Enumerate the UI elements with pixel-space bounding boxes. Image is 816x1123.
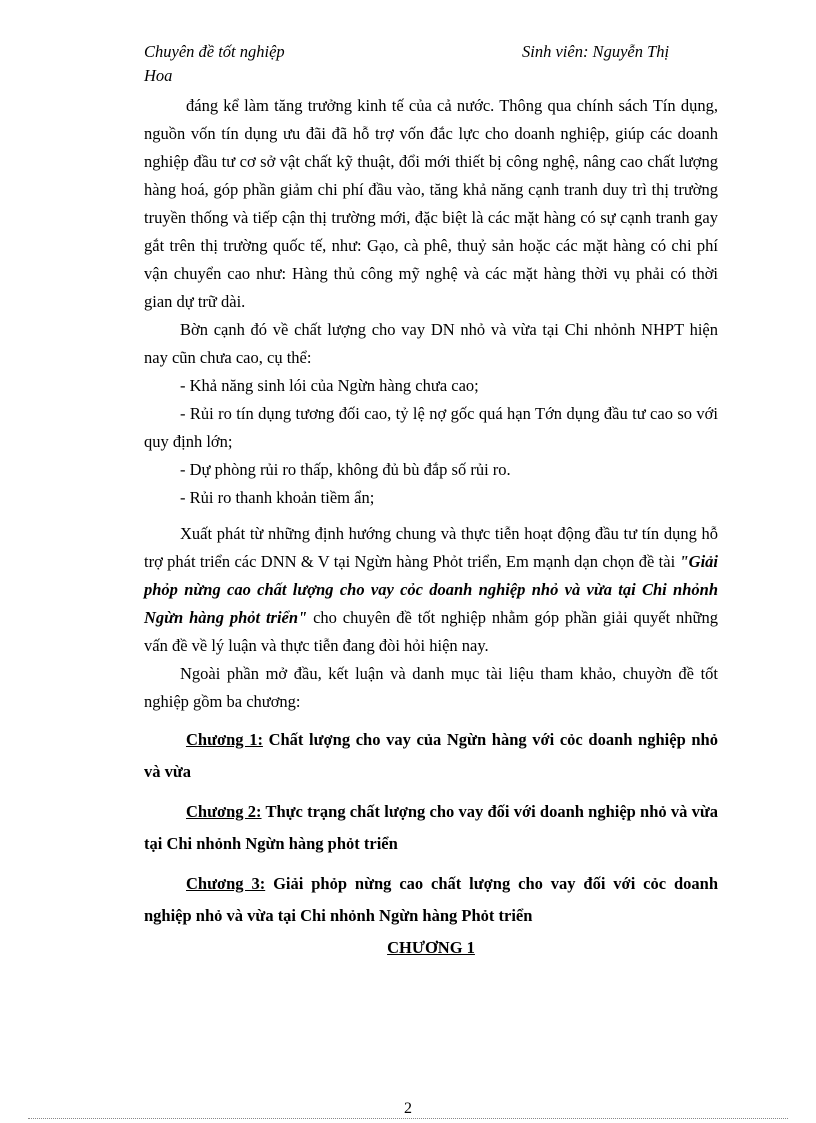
page-number: 2 <box>404 1100 412 1117</box>
chapter-heading: CHƯƠNG 1 <box>387 938 475 957</box>
chapter-entry-2 <box>144 796 718 860</box>
paragraph-structure: Ngoài phần mở đầu, kết luận và danh mục tài liệu tham khảo, chuyờn đề tốt nghiệp gồm ba chương: <box>144 664 718 711</box>
paragraph-topic <box>144 520 718 660</box>
footer-divider <box>28 1118 788 1119</box>
chapter-entry-1 <box>144 724 718 788</box>
chapter-title: Giải phỏp nừng cao chất lượng cho vay đối với cỏc doanh nghiệp nhỏ và vừa tại Chi nhỏnh Ngừn hàng Phỏt triển <box>144 874 718 925</box>
chapter-label: Chương 1: <box>186 730 263 749</box>
bullet-item: - Rủi ro tín dụng tương đối cao, tỷ lệ nợ gốc quá hạn Tớn dụng đầu tư cao so với quy định lớn; <box>144 404 718 451</box>
topic-lead-text: Xuất phát từ những định hướng chung và thực tiễn hoạt động đầu tư tín dụng hỗ trợ phát triển các DNN & V tại Ngừn hàng Phỏt triển, Em mạnh dạn chọn đề tài <box>144 524 718 571</box>
chapter-label: Chương 3: <box>186 874 266 893</box>
chapter-label: Chương 2: <box>186 802 262 821</box>
thesis-title: "Giải phỏp nừng cao chất lượng cho vay cỏc doanh nghiệp nhỏ và vừa tại Chi nhỏnh Ngừn hàng phỏt triển" <box>144 552 718 627</box>
header-left-line1: Chuyên đề tốt nghiệp <box>144 42 285 61</box>
chapter-entry-3 <box>144 868 718 932</box>
running-header-right: Sinh viên: Nguyễn Thị <box>522 42 670 61</box>
topic-trail-text: cho chuyên đề tốt nghiệp nhằm góp phần giải quyết những vấn đề về lý luận và thực tiễn đang đòi hỏi hiện nay. <box>144 608 719 655</box>
bullet-item: - Khả năng sinh lói của Ngừn hàng chưa cao; <box>180 376 479 395</box>
paragraph-intro: đáng kể làm tăng trưởng kinh tế của cả nước. Thông qua chính sách Tín dụng, nguồn vốn tín dụng ưu đãi đã hỗ trợ vốn đắc lực cho doanh nghiệp, giúp các doanh nghiệp đầu tư cơ sở vật chất kỹ thuật, đổi mới thiết bị công nghệ, nâng cao chất lượng hàng hoá, góp phần giảm chi phí đầu vào, tăng khả năng cạnh tranh duy trì thị trường truyền thống và tiếp cận thị trường mới, đặc biệt là các mặt hàng có sự cạnh tranh gay gắt trên thị trường quốc tế, như: Gạo, cà phê, thuỷ sản hoặc các mặt hàng có chi phí vận chuyển cao như: Hàng thủ công mỹ nghệ và các mặt hàng thời vụ phải có thời gian dự trữ dài. <box>144 96 718 311</box>
running-header-left <box>144 40 285 88</box>
chapter-title: Thực trạng chất lượng cho vay đối với doanh nghiệp nhỏ và vừa tại Chi nhỏnh Ngừn hàng phỏt triển <box>144 802 718 853</box>
header-left-line2: Hoa <box>144 66 173 85</box>
bullet-item: - Rủi ro thanh khoản tiềm ẩn; <box>180 488 375 507</box>
bullet-item: - Dự phòng rủi ro thấp, không đủ bù đắp số rủi ro. <box>180 460 511 479</box>
chapter-title: Chất lượng cho vay của Ngừn hàng với cỏc doanh nghiệp nhỏ và vừa <box>144 730 718 781</box>
document-body <box>144 92 718 962</box>
paragraph-quality: Bờn cạnh đó về chất lượng cho vay DN nhỏ và vừa tại Chi nhỏnh NHPT hiện nay cũn chưa cao, cụ thể: <box>144 320 718 367</box>
